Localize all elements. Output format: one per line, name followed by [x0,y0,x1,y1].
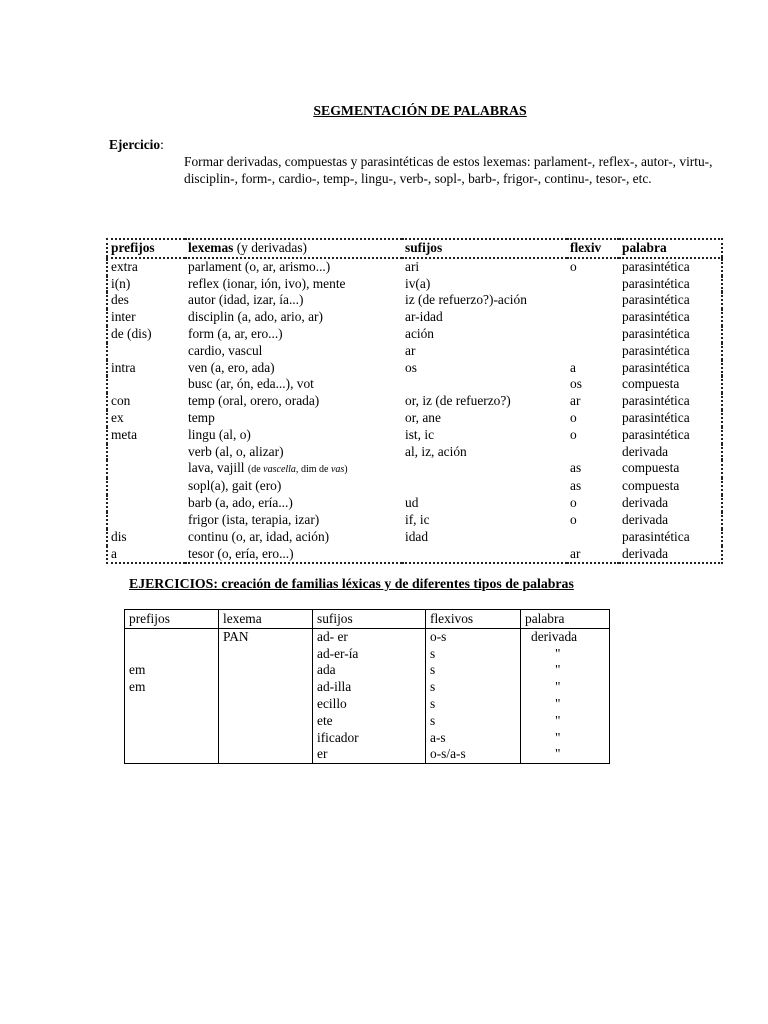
lexema-cell: form (a, ar, ero...) [188,325,283,341]
table-row [107,393,722,410]
palabra-cell: compuesta [622,478,680,494]
table-row [125,746,610,763]
prefijo-cell: intra [111,359,136,375]
lexema-note-part: vascella, [263,464,299,476]
table-row [125,730,610,747]
sufijo-cell [402,546,567,564]
sufijo-cell: al, iz, ación [405,443,467,459]
palabra-cell: parasintética [622,275,690,291]
lexeme-table-header [107,239,722,258]
lexema-cell [219,696,313,713]
sufijo-cell [402,460,567,478]
flexiv-cell: os [570,376,582,392]
flexiv-cell [567,309,619,326]
flexivo-cell: s [426,679,521,696]
sufijo-cell: idad [405,528,429,544]
table-row [125,679,610,696]
flexiv-cell: o [570,426,577,442]
lexema-cell [219,730,313,747]
header-lexemas-rest: (y derivadas) [233,240,307,255]
table-row [107,343,722,360]
table-row [107,376,722,393]
prefijo-cell: meta [111,426,138,442]
prefijo-cell [125,730,219,747]
prefijo-cell [125,646,219,663]
flexivo-cell: o-s/a-s [426,746,521,763]
palabra-cell: parasintética [622,409,690,425]
lexema-cell [219,713,313,730]
prefijo-cell [125,746,219,763]
palabra-cell: " [521,696,610,713]
lexema-cell [219,746,313,763]
flexiv-cell: as [570,460,582,476]
table-row [125,646,610,663]
prefijo-cell [107,376,185,393]
lexema-cell [185,460,402,478]
flexivo-cell: s [426,713,521,730]
table-row [107,292,722,309]
exercise-label [109,137,164,153]
table-row [107,546,722,564]
prefijo-cell: em [125,662,219,679]
exercise-text: Formar derivadas, compuestas y parasintéticas de estos lexemas: parlament-, reflex-, autor-, virtu-, disciplin-, form-, cardio-, temp-, lingu-, verb-, sopl-, barb-, frigor-, continu-, tesor-, etc. [184,154,713,186]
flexiv-cell: as [570,478,582,494]
sufijo-cell: ud [405,495,419,511]
flexivo-cell: s [426,662,521,679]
flexiv-cell: o [570,495,577,511]
lexema-cell: parlament (o, ar, arismo...) [188,258,331,274]
header-lexemas [185,239,402,258]
prefijo-cell: ex [111,409,124,425]
lexema-note-part: dim de [298,464,331,476]
prefijo-cell [107,444,185,461]
lexema-cell: lingu (al, o) [188,426,251,442]
prefijo-cell: dis [111,528,127,544]
palabra-cell: parasintética [622,309,690,325]
header2-palabra: palabra [521,610,610,629]
table-row [107,360,722,377]
lexema-cell: busc (ar, ón, eda...), vot [188,376,314,392]
family-table-header [125,610,610,629]
flexiv-cell: o [570,409,577,425]
table-row [107,258,722,276]
palabra-cell: derivada [622,495,669,511]
sufijo-cell: ecillo [313,696,426,713]
prefijo-cell: con [111,393,131,409]
header-sufijos: sufijos [402,239,567,258]
lexema-cell: reflex (ionar, ión, ivo), mente [188,275,346,291]
header-prefijos: prefijos [107,239,185,258]
sufijo-cell: ete [313,713,426,730]
section-title: EJERCICIOS: creación de familias léxicas y de diferentes tipos de palabras [129,576,574,591]
lexema-cell: verb (al, o, alizar) [188,443,284,459]
sufijo-cell: os [405,359,417,375]
table-row [107,276,722,293]
flexiv-cell [567,326,619,343]
flexivo-cell: a-s [426,730,521,747]
lexema-text: lava, vajill [188,460,245,476]
lexema-cell: temp [188,409,215,425]
lexema-cell: autor (idad, izar, ía...) [188,292,304,308]
sufijo-cell: ar-idad [405,309,443,325]
prefijo-cell [107,512,185,529]
table-row [107,529,722,546]
flexiv-cell [567,529,619,546]
lexema-cell: cardio, vascul [188,342,263,358]
header-palabra: palabra [619,239,722,258]
lexema-cell [219,646,313,663]
exercise-label-text: Ejercicio [109,137,161,152]
sufijo-cell: ación [405,325,434,341]
table-row [107,512,722,529]
sufijo-cell: or, iz (de refuerzo?) [405,393,511,409]
flexivo-cell: o-s [426,628,521,645]
palabra-cell: parasintética [622,359,690,375]
sufijo-cell: if, ic [405,511,430,527]
sufijo-cell: ari [405,258,420,274]
palabra-cell: derivada [521,628,610,645]
prefijo-cell: extra [111,258,138,274]
palabra-cell: derivada [622,545,669,561]
palabra-cell: derivada [622,443,669,459]
palabra-cell: " [521,646,610,663]
table-row [107,444,722,461]
table-row [125,628,610,645]
lexeme-table [106,238,723,564]
table-row [125,713,610,730]
lexema-cell: ven (a, ero, ada) [188,359,275,375]
prefijo-cell [125,628,219,645]
sufijo-cell: or, ane [405,409,441,425]
sufijo-cell: iz (de refuerzo?)-ación [405,292,527,308]
exercise-label-colon: : [160,137,164,152]
sufijo-cell [402,478,567,495]
prefijo-cell [107,343,185,360]
header-flexiv: flexiv [567,239,619,258]
sufijo-cell: er [313,746,426,763]
prefijo-cell [107,478,185,495]
flexiv-cell: ar [570,393,581,409]
flexiv-cell [567,444,619,461]
sufijo-cell: ad-illa [313,679,426,696]
header-lexemas-bold: lexemas [188,240,234,255]
palabra-cell: parasintética [622,325,690,341]
table-row [107,326,722,343]
palabra-cell: compuesta [622,376,680,392]
palabra-cell: compuesta [622,460,680,476]
header2-sufijos: sufijos [313,610,426,629]
flexiv-cell: ar [570,545,581,561]
lexema-cell: PAN [219,628,313,645]
lexema-cell [219,679,313,696]
lexema-note-part: ) [344,464,348,476]
flexivo-cell: s [426,696,521,713]
flexiv-cell [567,292,619,309]
table-row [125,696,610,713]
sufijo-cell: ar [405,342,416,358]
flexiv-cell: a [570,359,576,375]
prefijo-cell [107,495,185,512]
header2-lexema: lexema [219,610,313,629]
palabra-cell: " [521,713,610,730]
table-row [107,478,722,495]
lexema-note [248,464,348,475]
lexema-cell [219,662,313,679]
flexivo-cell: s [426,646,521,663]
table-row [107,309,722,326]
palabra-cell: " [521,746,610,763]
lexema-cell: disciplin (a, ado, ario, ar) [188,309,323,325]
palabra-cell: parasintética [622,393,690,409]
prefijo-cell: inter [111,309,136,325]
prefijo-cell [125,713,219,730]
table-row [107,427,722,444]
palabra-cell: parasintética [622,426,690,442]
lexema-cell: continu (o, ar, idad, ación) [188,528,330,544]
lexema-cell: frigor (ista, terapia, izar) [188,511,320,527]
palabra-cell: " [521,679,610,696]
palabra-cell: parasintética [622,528,690,544]
prefijo-cell: des [111,292,129,308]
palabra-cell: " [521,662,610,679]
table-row [107,460,722,478]
page-title: SEGMENTACIÓN DE PALABRAS [313,103,527,118]
sufijo-cell: ist, ic [405,426,435,442]
palabra-cell: derivada [622,511,669,527]
lexema-cell: sopl(a), gait (ero) [188,478,282,494]
sufijo-cell: iv(a) [405,275,431,291]
header2-flexivos: flexivos [426,610,521,629]
prefijo-cell: a [111,545,117,561]
prefijo-cell: de (dis) [111,325,152,341]
palabra-cell: " [521,730,610,747]
lexema-cell: temp (oral, orero, orada) [188,393,320,409]
table-row [107,410,722,427]
flexiv-cell: o [570,511,577,527]
prefijo-cell: i(n) [111,275,131,291]
palabra-cell: parasintética [622,342,690,358]
palabra-cell: parasintética [622,292,690,308]
sufijo-cell: ada [313,662,426,679]
lexema-note-part: vas [330,464,345,476]
prefijo-cell: em [125,679,219,696]
lexema-cell: barb (a, ado, ería...) [188,495,293,511]
sufijo-cell: ificador [313,730,426,747]
prefijo-cell [125,696,219,713]
table-row [125,662,610,679]
sufijo-cell: ad- er [313,628,426,645]
sufijo-cell [402,376,567,393]
family-table [124,609,610,764]
prefijo-cell [107,460,185,478]
flexiv-cell [567,276,619,293]
palabra-cell: parasintética [622,258,690,274]
lexema-note-part: (de [247,464,264,476]
flexiv-cell: o [570,258,577,274]
header2-prefijos: prefijos [125,610,219,629]
sufijo-cell: ad-er-ía [313,646,426,663]
lexema-cell: tesor (o, ería, ero...) [188,545,294,561]
table-row [107,495,722,512]
flexiv-cell [567,343,619,360]
